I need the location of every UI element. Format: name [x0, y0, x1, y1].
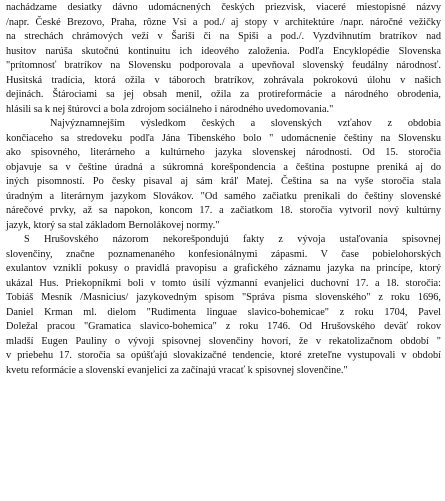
paragraph-2: [6, 117, 441, 233]
text-line: "prítomnosť bratríkov na Slovensku podporovala a upevňoval slovenský feudálny národnosť.: [6, 60, 441, 71]
paragraph-3: [6, 233, 441, 378]
text-line: nárečové prvky, až sa napokon, koncom 17. a začiatkom 18. storočia vytvoril nový kultúrny: [6, 205, 441, 216]
text-line: /napr. České Brezovo, Praha, rôzne Vsi a pod./ aj stopy v architektúre /napr. náročné vežičky: [6, 16, 441, 28]
text-line: iných pisomností. Po česky pisaval aj sám kráľ Matej. Čeština sa na vyše storočia stala: [6, 176, 441, 187]
text-line: mladší Eugen Pauliny o vývoji spisovnej slovenčiny hovorí, že v rekatolizačnom období ": [6, 335, 441, 347]
text-line: Husitská tradícia, ktorá ožila v táboroch bratríkov, zohrávala pokrokovú úlohu v našich: [6, 74, 441, 86]
text-line: nachádzame desiatky dávno udomácnených českých priezvisk, viaceré miestopisné názvy: [6, 2, 441, 13]
text-line: na strechách chrámových veží v Šariši či na Spiši a pod./. Vyzdvihnutím bratríkov nad: [6, 31, 441, 42]
text-line: exulantov vznikli pokusy o pravidlá pravopisu a grafického záznamu jazyka na princípe, ktorý: [6, 263, 441, 274]
text-line: objavuje sa v češtine úradná a súkromná korešpondencia a čeština postupne preniká aj do: [6, 161, 441, 173]
text-line: slovenčiny, značne poznamenaného konfesionálnymi zápasmi. V čase pobielohorských: [6, 248, 441, 260]
text-line: ukázal Hus. Priekopníkmi boli v tomto úsilí výzmanní evanjelici duchovní 17. a 18. storočia:: [6, 277, 441, 289]
text-line: Daniel Krman ml. dielom "Rudimenta linguae slavico-bohemicae" z roku 1704, Pavel: [6, 306, 441, 318]
text-line: jazyk, ktorý sa stal základom Bernolákovej normy.": [6, 219, 220, 231]
text-line: husitov narúša skutočnú kontinuitu ich ideového založenia. Podľa Encyklopédie Slovenska: [6, 45, 441, 57]
text-line: S Hrušovského názorom nekorešpondujú fakty z vývoja ustaľovania spisovnej: [24, 234, 441, 245]
text-line: ako spisovného, literárneho a kultúrneho jazyka slovenskej národnosti. Od 15. storočia: [6, 147, 441, 158]
paragraph-1: [6, 1, 441, 117]
text-line: hlásili sa k nej štúrovci a bola zdrojom sociálneho i národného uvedomovania.": [6, 103, 334, 115]
text-line: Najvýznamnejším výsledkom českých a slovenských vzťahov z obdobia: [50, 118, 441, 129]
text-line: v priebehu 17. storočia sa opúšťajú slovakizačné tendencie, ktoré zreteľne vystupovali v období: [6, 350, 441, 361]
text-line: končiaceho sa stredoveku podľa Jána Tibenského bolo " udomácnenie češtiny na Slovensku: [6, 132, 441, 144]
text-line: Tobiáš Mesník /Masnicius/ jazykovedným spisom "Správa pisma slovenského" z roku 1696,: [6, 292, 441, 303]
text-line: Doležal pracou "Gramatica slavico-bohemica" z roku 1746. Od Hrušovského deväť rokov: [6, 321, 441, 332]
text-line: dejinách. Štárociami sa jej obsah menil, ožila za protireformácie a národného obrodenia,: [6, 89, 441, 100]
text-line: úradným a literárnym jazykom Slovákov. "Od samého začiatku prenikali do češtiny slovenské: [6, 190, 441, 202]
text-line: kvetu reformácie a slovenskí evanjelici za začínajú vracať k spisovnej slovenčine.": [6, 364, 348, 376]
